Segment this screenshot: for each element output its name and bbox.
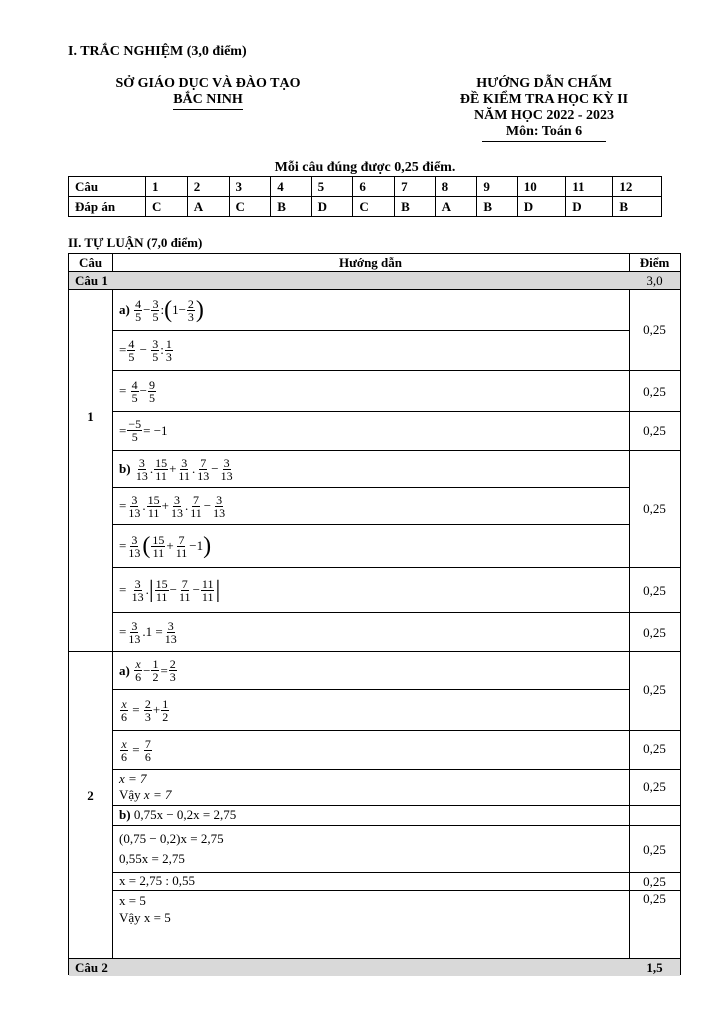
school-year: NĂM HỌC 2022 - 2023 — [474, 108, 614, 123]
exam-title: ĐỀ KIỂM TRA HỌC KỲ II — [459, 92, 629, 107]
mc-answer: D — [311, 197, 353, 217]
score-q2b-1: 0,25 — [643, 842, 666, 857]
score-q2a-2: 0,25 — [643, 741, 666, 756]
mc-note: Mỗi câu đúng được 0,25 điểm. — [274, 160, 456, 175]
eq-sign: = — [119, 422, 127, 438]
cau2-label: Câu 2 — [75, 960, 108, 975]
part-a-label: a) — [119, 662, 130, 678]
q1a-step3: = $\frac{4}{5}$ − $\frac{9}{5}$ — [119, 377, 155, 405]
q1b-step1: b) $\frac{3}{13}$ . $\frac{15}{11}$ + $\frac{3}{11}$ . $\frac{7}{13}$ − $\frac{3}{13}$ — [119, 455, 233, 483]
q2b-conclusion-word: Vậy — [119, 910, 141, 925]
q1b-step4: = $\frac{3}{13}$ . | $\frac{15}{11}$ − $\frac{7}{11}$ − $\frac{11}{11}$ | — [119, 576, 221, 604]
score-q2a-1: 0,25 — [643, 682, 666, 697]
q2a-conclusion-word: Vậy — [119, 787, 141, 802]
q1a-result: = −1 — [143, 422, 168, 438]
q2a-conclusion: x = 7 — [143, 787, 172, 802]
mc-question: 4 — [271, 177, 311, 197]
ministry-name: SỞ GIÁO DỤC VÀ ĐÀO TẠO — [115, 76, 301, 91]
part-b-label: b) — [119, 461, 131, 476]
doc-title: HƯỚNG DẪN CHẤM — [476, 76, 612, 91]
mc-answer-table — [68, 176, 662, 217]
province-name: BẮC NINH — [173, 92, 243, 110]
times-one: .1 = — [142, 624, 163, 639]
mc-question: 5 — [311, 177, 353, 197]
part-b-label: b) — [119, 807, 131, 822]
eq-sign: = — [132, 702, 140, 717]
q2b-step1: (0,75 − 0,2)x = 2,75 — [119, 831, 224, 846]
q2b-step3: x = 2,75 : 0,55 — [119, 873, 195, 888]
eq-sign: = — [119, 538, 127, 553]
mc-answer: A — [187, 197, 229, 217]
q2a-step2: $\frac{x}{6}$ = $\frac{2}{3}$ + $\frac{1}{2}$ — [121, 696, 169, 724]
header-right — [430, 76, 658, 142]
mc-row-label-question: Câu — [69, 177, 146, 197]
eq-sign: = — [132, 742, 140, 757]
score-q2a-3: 0,25 — [643, 779, 666, 794]
q2b-equation: 0,75x − 0,2x = 2,75 — [133, 807, 237, 822]
section-1-title: I. TRẮC NGHIỆM (3,0 điểm) — [68, 44, 247, 59]
col-header-guide: Hướng dẫn — [338, 255, 403, 270]
q1b-step5: = $\frac{3}{13}$ .1 = $\frac{3}{13}$ — [119, 618, 177, 646]
score-q1b-3: 0,25 — [643, 625, 666, 640]
score-q1a-2: 0,25 — [643, 384, 666, 399]
mc-answer: A — [435, 197, 477, 217]
q2a-step1: a) $\frac{x}{6}$ − $\frac{1}{2}$ = $\frac{2}{3}$ — [119, 657, 176, 684]
question-1-label: 1 — [87, 409, 94, 424]
mc-question: 10 — [517, 177, 565, 197]
mc-question: 9 — [477, 177, 517, 197]
col-header-score: Điểm — [639, 255, 670, 270]
mc-question: 7 — [395, 177, 435, 197]
mc-question: 3 — [229, 177, 271, 197]
q2b-steps — [119, 829, 224, 869]
cau2-score: 1,5 — [646, 960, 663, 975]
q2b-step4 — [119, 892, 171, 926]
mc-answer: B — [271, 197, 311, 217]
mc-answer: C — [353, 197, 395, 217]
q2b-header — [119, 807, 236, 823]
eq-sign: = — [119, 582, 127, 597]
score-q1a-3: 0,25 — [643, 423, 666, 438]
mc-answer: B — [613, 197, 662, 217]
q2a-x-value: x = 7 — [119, 771, 147, 786]
mc-question: 6 — [353, 177, 395, 197]
q2b-step2: 0,55x = 2,75 — [119, 851, 185, 866]
mc-answer: D — [517, 197, 565, 217]
mc-question: 11 — [566, 177, 613, 197]
q1b-step3: = $\frac{3}{13}$ ( $\frac{15}{11}$ + $\frac{7}{11}$ −1 ) — [119, 532, 212, 560]
mc-answer: C — [146, 197, 188, 217]
q2a-step3: $\frac{x}{6}$ = $\frac{7}{6}$ — [121, 736, 151, 764]
mc-answer: B — [395, 197, 435, 217]
mc-answer: B — [477, 197, 517, 217]
mc-question: 2 — [187, 177, 229, 197]
mc-question: 12 — [613, 177, 662, 197]
score-q2b-2: 0,25 — [643, 874, 666, 889]
q1b-step2: = $\frac{3}{13}$ . $\frac{15}{11}$ + $\frac{3}{13}$ . $\frac{7}{11}$ − $\frac{3}{13}$ — [119, 492, 226, 520]
mc-answer: D — [566, 197, 613, 217]
score-q1b-1: 0,25 — [643, 501, 666, 516]
q1a-step1: a) $\frac{4}{5}$ − $\frac{3}{5}$ : ( 1− $\frac{2}{3}$ ) — [119, 296, 204, 324]
part-a-label: a) — [119, 302, 130, 317]
eq-sign: = — [119, 624, 127, 639]
eq-sign: = — [119, 383, 127, 398]
col-header-question: Câu — [78, 255, 103, 270]
q2b-conclusion: x = 5 — [143, 910, 171, 925]
score-q1a-1: 0,25 — [643, 322, 666, 337]
section-2-title: II. TỰ LUẬN (7,0 điểm) — [68, 235, 203, 250]
cau1-label: Câu 1 — [75, 273, 108, 288]
question-2-label: 2 — [87, 788, 94, 803]
score-q2b-3: 0,25 — [643, 891, 666, 906]
q1a-step4: = $\frac{-5}{5}$ = −1 — [119, 417, 168, 444]
essay-table — [68, 253, 681, 975]
eq-sign: = — [119, 498, 127, 513]
mc-row-label-answer: Đáp án — [69, 197, 146, 217]
mc-question: 8 — [435, 177, 477, 197]
q2b-x-value: x = 5 — [119, 893, 146, 908]
score-q1b-2: 0,25 — [643, 583, 666, 598]
q1a-step2: = $\frac{4}{5}$ − $\frac{3}{5}$ : $\frac{1}{3}$ — [119, 336, 172, 364]
subject: Môn: Toán 6 — [482, 124, 606, 142]
header-left — [98, 76, 318, 110]
q2a-step4 — [119, 771, 171, 803]
cau1-score: 3,0 — [646, 273, 663, 288]
mc-question: 1 — [146, 177, 188, 197]
eq-sign: = — [119, 342, 127, 357]
mc-answer: C — [229, 197, 271, 217]
